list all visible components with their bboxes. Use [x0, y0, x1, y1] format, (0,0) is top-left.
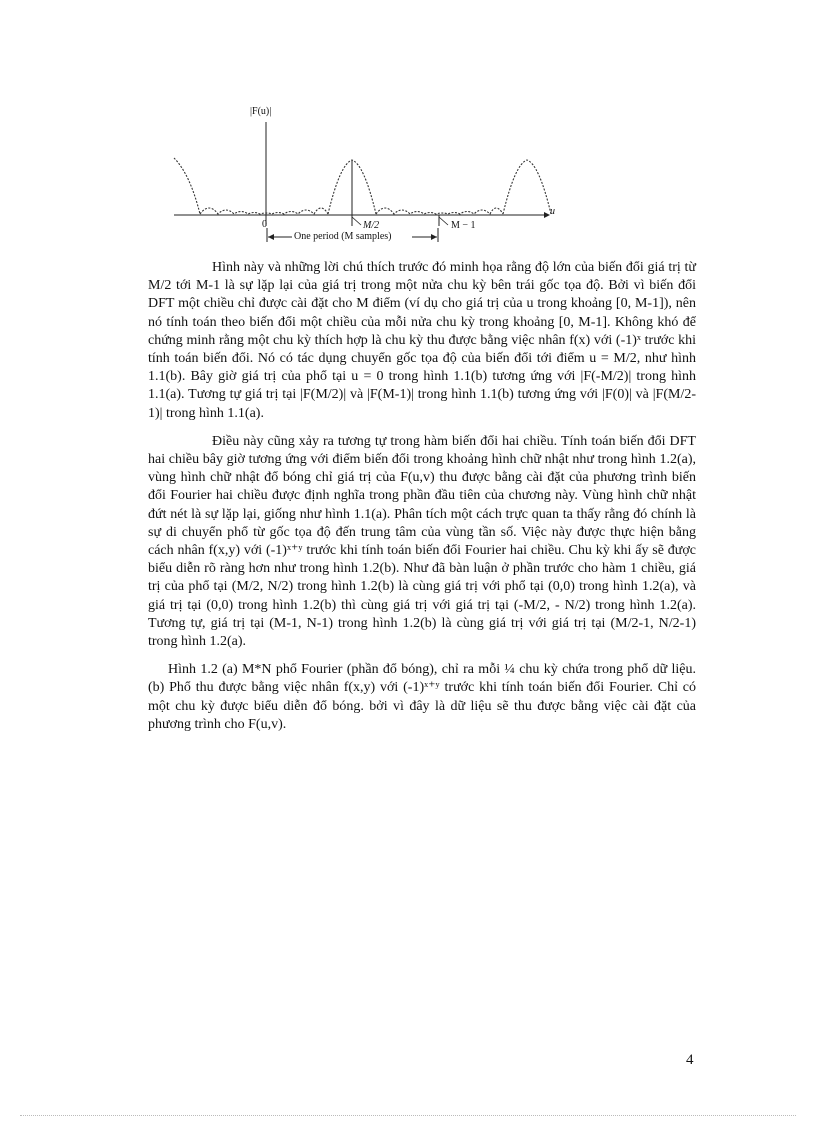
end-label-leader	[439, 217, 448, 225]
body-text	[148, 259, 696, 734]
main-lobe-left	[174, 158, 200, 214]
period-label: One period (M samples)	[294, 231, 392, 242]
origin-label: 0	[262, 219, 267, 230]
side-lobes-left	[200, 208, 328, 214]
period-arrowhead-left	[268, 234, 274, 240]
spectrum-figure	[160, 96, 580, 256]
y-axis-label: |F(u)|	[250, 106, 272, 117]
x-axis-label: u	[550, 206, 555, 217]
period-arrowhead-right	[431, 234, 437, 240]
side-lobes-right	[376, 208, 503, 214]
footer-divider	[20, 1115, 796, 1116]
main-lobe-right	[503, 160, 551, 214]
end-period-label: M − 1	[451, 220, 476, 231]
half-label-leader	[352, 217, 361, 225]
half-period-label: M/2	[363, 220, 380, 231]
figure-caption: Hình 1.2 (a) M*N phổ Fourier (phần đổ bóng), chỉ ra mỗi ¼ chu kỳ chứa trong phổ dữ liệu. (b) Phổ thu được bằng việc nhân f(x,y) với (-1)ˣ⁺ʸ trước khi tính toán biến đổi Fourier. Chỉ có một chu kỳ được biểu diễn đổ bóng. bởi vì đây là dữ liệu sẽ thu được bằng việc cài đặt của phương trình cho F(u,v).	[148, 662, 696, 732]
paragraph-2: Điều này cũng xảy ra tương tự trong hàm biến đổi hai chiều. Tính toán biến đổi DFT hai chiều bây giờ tương ứng với điểm biến đổi trong khoảng hình chữ nhật như trong hình 1.2(a), vùng hình chữ nhật đổ bóng chỉ giá trị của F(u,v) thu được bằng cài đặt của phương trình biến đổi Fourier hai chiều được định nghĩa trong phần đầu tiên của chương này. Vùng hình chữ nhật đứt nét là sự lặp lại, giống như hình 1.1(a). Phân tích một cách trực quan ta thấy rằng đó chính là sự di chuyển phổ từ gốc tọa độ đến trung tâm của vùng tần số. Việc này được thực hiện bằng cách nhân f(x,y) với (-1)ˣ⁺ʸ trước khi tính toán biến đổi Fourier hai chiều. Chu kỳ khi ấy sẽ được biểu diễn rõ ràng hơn như trong hình 1.2(b). Như đã bàn luận ở phần trước cho hàm 1 chiều, giá trị của phổ tại (M/2, N/2) trong hình 1.2(b) là cùng giá trị với phổ tại (0,0) trong hình 1.2(a), và giá trị tại (0,0) trong hình 1.2(b) thì cùng giá trị với giá trị tại (-M/2, - N/2) trong hình 1.2(a). Tương tự, giá trị tại (M-1, N-1) trong hình 1.2(b) là cùng giá trị với giá trị tại (M/2-1, N/2-1) trong hình 1.2(a).	[148, 433, 696, 650]
page-number: 4	[686, 1052, 694, 1068]
paragraph-1: Hình này và những lời chú thích trước đó minh họa rằng độ lớn của biến đổi giá trị từ M/2 tới M-1 là sự lặp lại của giá trị trong một nửa chu kỳ bên trái gốc tọa độ. Bởi vì biến đổi DFT một chiều chỉ được cài đặt cho M điểm (ví dụ cho giá trị của u trong khoảng [0, M-1]), nên nó tính toán theo biến đổi một chiều của mỗi nửa chu kỳ trong khoảng [0, M-1]. Không khó để chứng minh rằng một chu kỳ thích hợp là chu kỳ thu được bằng việc nhân f(x) với (-1)ˣ trước khi tính toán biến đổi. Nó có tác dụng chuyển gốc tọa độ của biến đổi tới điểm u = M/2, như hình 1.1(b). Bây giờ giá trị của phổ tại u = 0 trong hình 1.1(b) tương ứng với |F(-M/2)| trong hình 1.1(a). Tương tự giá trị tại |F(M/2)| và |F(M-1)| trong hình 1.1(b) tương ứng với |F(0)| và |F(M/2-1)| trong hình 1.1(a).	[148, 260, 696, 421]
